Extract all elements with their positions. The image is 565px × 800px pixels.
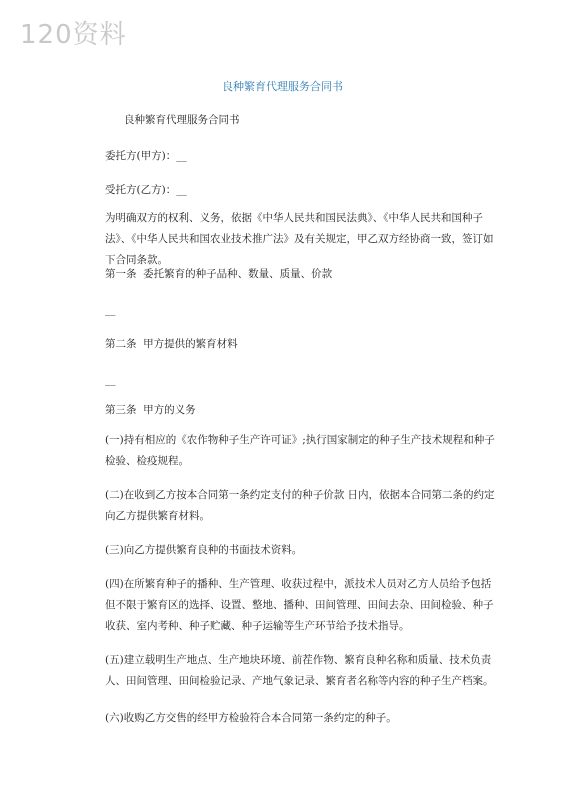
clause-3-5: (五)建立载明生产地点、生产地块环境、前茬作物、繁育良种名称和质量、技术负责人、田间管理、田间检验记录、产地气象记录、繁育者名称等内容的种子生产档案。 — [105, 654, 494, 687]
document-subtitle: 良种繁育代理服务合同书 — [124, 114, 240, 126]
preamble-paragraph: 为明确双方的权利、义务，依据《中华人民共和国民法典》、《中华人民共和国种子法》、《中华人民共和国农业技术推广法》及有关规定，甲乙双方经协商一致，签订如下合同条款。 — [105, 212, 494, 266]
article-3-heading: 第三条 甲方的义务 — [105, 404, 196, 416]
clause-3-3: (三)向乙方提供繁育良种的书面技术资料。 — [105, 544, 303, 556]
article-1-heading: 第一条 委托繁育的种子品种、数量、质量、价款 — [105, 268, 333, 280]
clause-3-1: (一)持有相应的《农作物种子生产许可证》;执行国家制定的种子生产技术规程和种子检验、检疫规程。 — [105, 434, 495, 467]
article-2-blank: __ — [105, 374, 116, 386]
clause-3-2: (二)在收到乙方按本合同第一条约定支付的种子价款 日内，依据本合同第二条的约定向乙方提供繁育材料。 — [105, 489, 495, 522]
clause-3-4: (四)在所繁育种子的播种、生产管理、收获过程中，派技术人员对乙方人员给予包括但不限于繁育区的选择、设置、整地、播种、田间管理、田间去杂、田间检验、种子收获、室内考种、种子贮藏、种子运输等生产环节给予技术指导。 — [105, 578, 494, 632]
article-2-heading: 第二条 甲方提供的繁育材料 — [105, 338, 238, 350]
party-b-line: 受托方(乙方)：__ — [105, 184, 187, 196]
document-title: 良种繁育代理服务合同书 — [222, 80, 343, 93]
clause-3-6: (六)收购乙方交售的经甲方检验符合本合同第一条约定的种子。 — [105, 712, 397, 724]
article-1-blank: __ — [105, 304, 116, 316]
watermark-logo: 120资料 — [20, 20, 127, 50]
party-a-line: 委托方(甲方)：__ — [105, 150, 187, 162]
